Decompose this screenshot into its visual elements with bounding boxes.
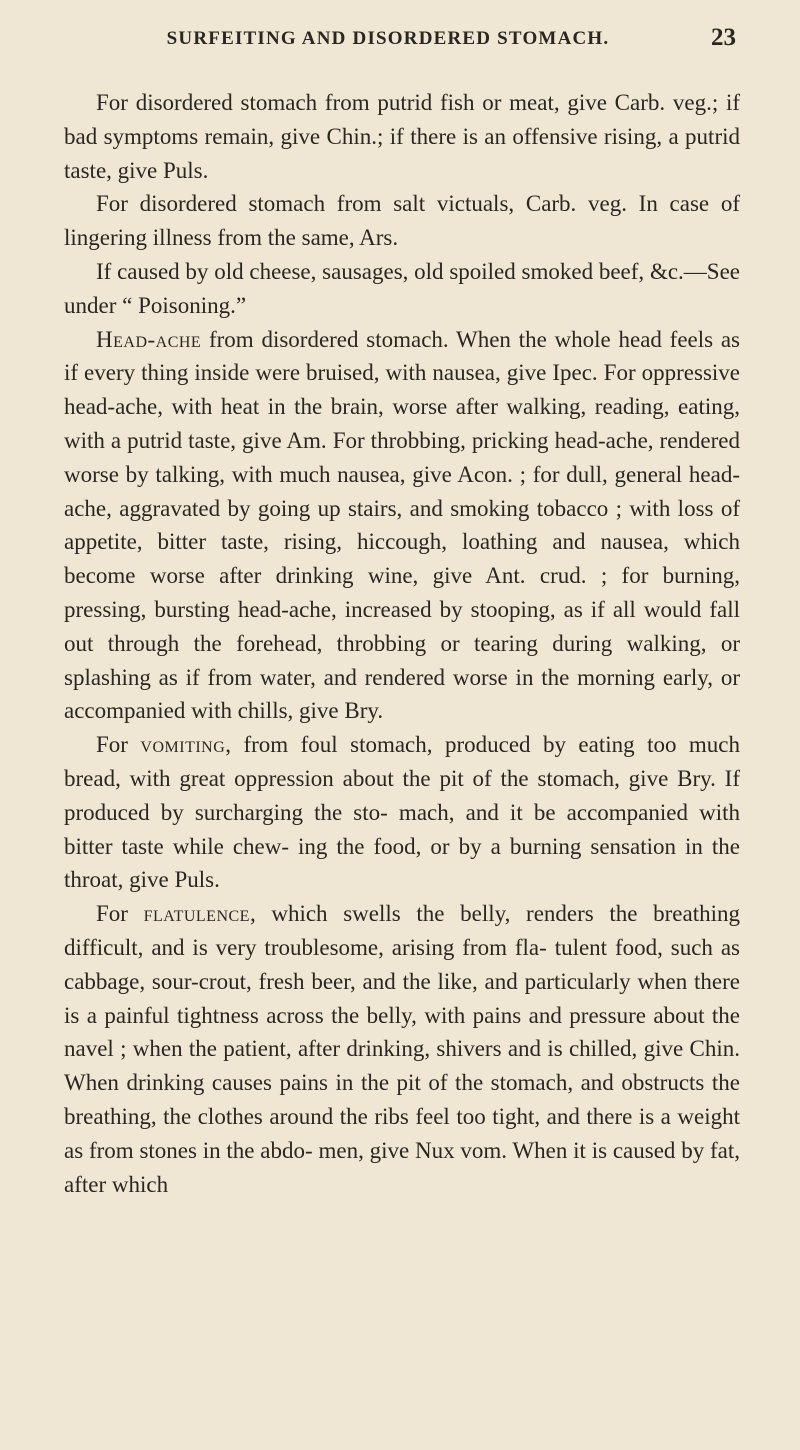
head-ache-text: from disordered stomach. When the whole head feels as if every thing inside were bruised, with nausea, give Ipec. For oppressive head-ache, with heat in the brain, worse after walking, reading, eating, with a putrid taste, give Am. For throbbing, pricking head-ache, rendered worse by talking, with much nausea, give Acon. ; for dull, general head-ache, aggravated by going up stairs, and smoking tobacco ; with loss of appetite, bitter taste, rising, hiccough, loathing and nausea, which become worse after drinking wine, give Ant. crud. ; for burning, pressing, bursting head-ache, increased by stooping, as if all would fall out through the forehead, throbbing or tearing during walking, or splashing as if from water, and rendered worse in the morning early, or accompanied with chills, give Bry. bbox=[64, 326, 740, 724]
flatulence-text: , which swells the belly, renders the breathing difficult, and is very troublesome, arising from fla- tulent food, such as cabbage, sour-crout, fresh beer, and the like, and particularly when there is a painful tightness across the belly, with pains and pressure about the navel ; when the patient, after drinking, shivers and is chilled, give Chin. When drinking causes pains in the pit of the stomach, and obstructs the breathing, the clothes around the ribs feel too tight, and there is a weight as from stones in the abdo- men, give Nux vom. When it is caused by fat, after which bbox=[64, 901, 740, 1197]
vomiting-text: , from foul stomach, produced by eating too much bread, with great oppression about the pit of the stomach, give Bry. If produced by surcharging the sto- mach, and it be accompanied with bitter taste while chew- ing the food, or by a burning sensation in the throat, give Puls. bbox=[64, 732, 741, 893]
running-head: SURFEITING AND DISORDERED STOMACH. bbox=[166, 28, 610, 49]
paragraph-old-cheese: If caused by old cheese, sausages, old spoiled smoked beef, &c.—See under “ Poisoning.” bbox=[64, 258, 740, 318]
heading-head-ache: Head-ache bbox=[96, 326, 202, 352]
paragraph-head-ache bbox=[64, 323, 740, 729]
heading-vomiting: vomiting bbox=[140, 732, 226, 758]
page-header bbox=[108, 24, 736, 58]
heading-flatulence: flatulence bbox=[143, 901, 250, 927]
paragraph-flatulence bbox=[64, 897, 740, 1201]
body-text bbox=[64, 86, 740, 1201]
paragraph-vomiting bbox=[64, 728, 740, 897]
vomiting-prefix: For bbox=[96, 732, 141, 758]
paragraph-putrid-fish: For disordered stomach from putrid fish or meat, give Carb. veg.; if bad symptoms remain, give Chin.; if there is an offensive rising, a putrid taste, give Puls. bbox=[64, 90, 740, 183]
flatulence-prefix: For bbox=[96, 901, 144, 927]
page-number: 23 bbox=[711, 24, 736, 51]
paragraph-salt-victuals: For disordered stomach from salt victuals, Carb. veg. In case of lingering illness from the same, Ars. bbox=[64, 191, 740, 251]
